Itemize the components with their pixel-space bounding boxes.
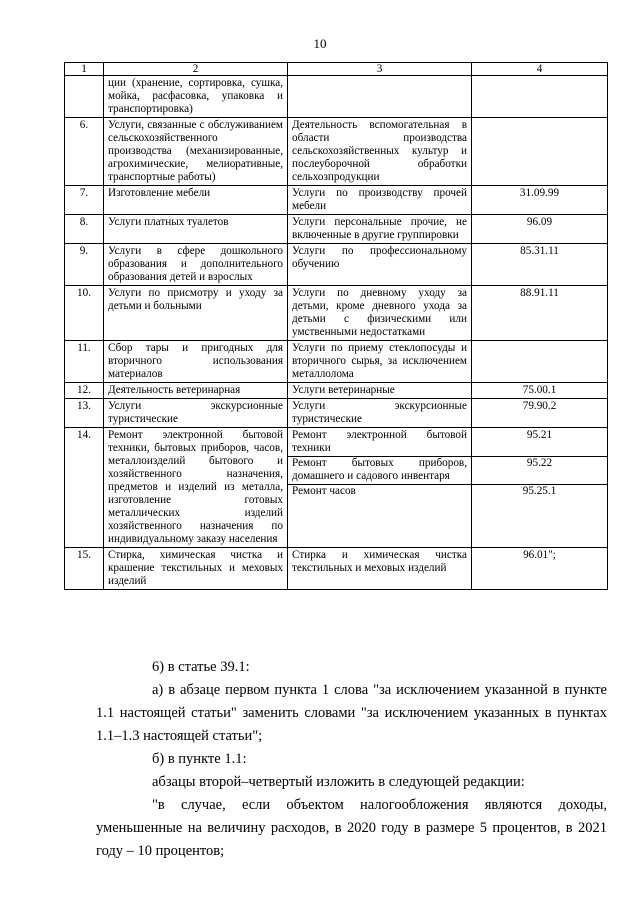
table-header-row — [65, 63, 608, 76]
paragraph: 6) в статье 39.1: — [152, 659, 250, 675]
row-number: 14. — [65, 428, 104, 548]
service-classifier-name: Услуги ветеринарные — [288, 383, 472, 399]
table-row — [65, 244, 608, 286]
table-row — [65, 399, 608, 428]
service-name: Услуги экскурсионные туристические — [104, 399, 288, 428]
page-number: 10 — [313, 36, 327, 51]
repair-subcode: 95.21 — [472, 429, 607, 457]
service-classifier-name: Услуги по производству прочей мебели — [288, 186, 472, 215]
service-classifier-name: Услуги по дневному уходу за детьми, кроме дневного ухода за детьми с физическими или умственными недостатками — [288, 286, 472, 341]
service-name: Услуги, связанные с обслуживанием сельскохозяйственного производства (механизированные, агрохимические, мелиоративные, транспортные работы) — [104, 118, 288, 186]
header-cell: 3 — [288, 63, 472, 76]
service-code: 96.09 — [472, 215, 608, 244]
paragraph: "в случае, если объектом налогообложения являются доходы, уменьшенные на величину расходов, в 2020 году в размере 5 процентов, в 2021 году – 10 процентов; — [96, 797, 607, 859]
amendment-text — [96, 656, 607, 863]
row-number: 8. — [65, 215, 104, 244]
service-code: 31.09.99 — [472, 186, 608, 215]
table-row — [65, 383, 608, 399]
row-number: 12. — [65, 383, 104, 399]
table-row — [65, 76, 608, 118]
service-code: 75.00.1 — [472, 383, 608, 399]
service-code: 85.31.11 — [472, 244, 608, 286]
service-code — [472, 428, 608, 548]
service-code — [472, 341, 608, 383]
service-name: Сбор тары и пригодных для вторичного использования материалов — [104, 341, 288, 383]
service-classifier-name: Стирка и химическая чистка текстильных и меховых изделий — [288, 548, 472, 590]
row-number: 13. — [65, 399, 104, 428]
service-classifier-name: Услуги по профессиональному обучению — [288, 244, 472, 286]
header-cell: 1 — [65, 63, 104, 76]
service-name: Услуги платных туалетов — [104, 215, 288, 244]
service-name: Изготовление мебели — [104, 186, 288, 215]
repair-subitem: Ремонт электронной бытовой техники — [288, 429, 471, 457]
paragraph: а) в абзаце первом пункта 1 слова "за исключением указанной в пункте 1.1 настоящей статьи" заменить словами "за исключением указанных в пунктах 1.1–1.3 настоящей статьи"; — [96, 682, 607, 744]
service-code: 96.01"; — [472, 548, 608, 590]
paragraph: абзацы второй–четвертый изложить в следующей редакции: — [152, 774, 525, 790]
row-number: 11. — [65, 341, 104, 383]
service-classifier-name — [288, 76, 472, 118]
table-row — [65, 215, 608, 244]
table-row — [65, 548, 608, 590]
row-number: 15. — [65, 548, 104, 590]
service-classifier-name: Услуги по приему стеклопосуды и вторичного сырья, за исключением металлолома — [288, 341, 472, 383]
header-cell: 4 — [472, 63, 608, 76]
row-number: 9. — [65, 244, 104, 286]
row-number: 10. — [65, 286, 104, 341]
service-code: 79.90.2 — [472, 399, 608, 428]
service-classifier-name: Деятельность вспомогательная в области производства сельскохозяйственных культур и послеуборочной обработки сельхозпродукции — [288, 118, 472, 186]
service-code — [472, 118, 608, 186]
service-name: ции (хранение, сортировка, сушка, мойка, расфасовка, упаковка и транспортировка) — [104, 76, 288, 118]
service-classifier-name: Услуги персональные прочие, не включенные в другие группировки — [288, 215, 472, 244]
table-row — [65, 428, 608, 548]
service-name: Стирка, химическая чистка и крашение текстильных и меховых изделий — [104, 548, 288, 590]
row-number: 7. — [65, 186, 104, 215]
row-number — [65, 76, 104, 118]
table-row — [65, 186, 608, 215]
service-classifier-name — [288, 428, 472, 548]
paragraph: б) в пункте 1.1: — [152, 751, 247, 767]
service-code — [472, 76, 608, 118]
service-name: Услуги по присмотру и уходу за детьми и больными — [104, 286, 288, 341]
service-code: 88.91.11 — [472, 286, 608, 341]
table-row — [65, 118, 608, 186]
repair-subcode: 95.25.1 — [522, 485, 557, 497]
services-table — [64, 62, 608, 590]
service-name: Ремонт электронной бытовой техники, бытовых приборов, часов, металлоизделий бытового и хозяйственного назначения, предметов и изделий из металла, изготовление готовых металлических изделий хозяйственного назначения по индивидуальному заказу населения — [104, 428, 288, 548]
service-name: Деятельность ветеринарная — [104, 383, 288, 399]
header-cell: 2 — [104, 63, 288, 76]
table-row — [65, 286, 608, 341]
service-classifier-name: Услуги экскурсионные туристические — [288, 399, 472, 428]
service-name: Услуги в сфере дошкольного образования и дополнительного образования детей и взрослых — [104, 244, 288, 286]
row-number: 6. — [65, 118, 104, 186]
repair-subitem: Ремонт часов — [292, 485, 356, 497]
table-row — [65, 341, 608, 383]
repair-subcode: 95.22 — [472, 457, 607, 485]
repair-subitem: Ремонт бытовых приборов, домашнего и садового инвентаря — [288, 457, 471, 485]
